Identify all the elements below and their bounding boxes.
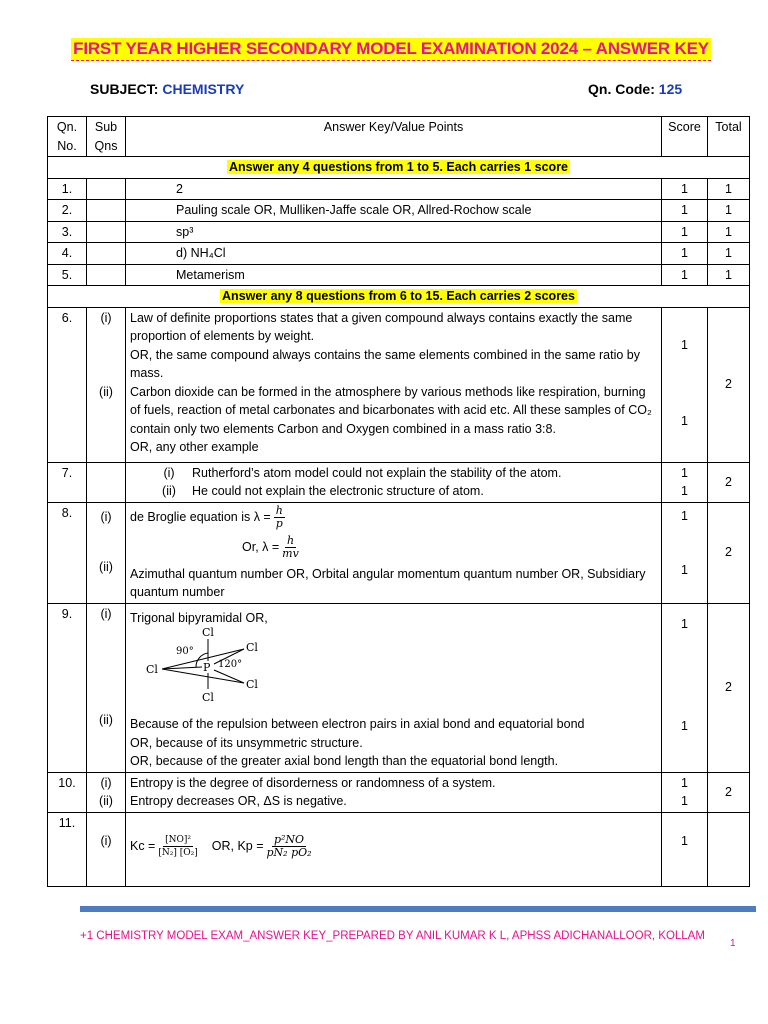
table-row-q7 bbox=[48, 462, 750, 502]
section-2-instruction: Answer any 8 questions from 6 to 15. Each carries 2 scores bbox=[222, 289, 575, 303]
score-cell: 1 bbox=[681, 794, 688, 808]
atom-p: P bbox=[203, 661, 211, 674]
atom-cl: Cl bbox=[202, 627, 214, 639]
score-cell: 1 bbox=[681, 616, 688, 631]
total-cell: 2 bbox=[708, 502, 750, 603]
atom-cl: Cl bbox=[246, 678, 258, 691]
sub-qn: (ii) bbox=[99, 712, 113, 727]
kc-label: Kc = bbox=[130, 838, 156, 853]
sub-qn: (i) bbox=[100, 833, 112, 848]
total-cell: 2 bbox=[708, 772, 750, 812]
sub-qn: (i) bbox=[100, 775, 112, 790]
answer-text: Pauling scale OR, Mulliken-Jaffe scale OR, Allred-Rochow scale bbox=[126, 200, 662, 222]
header-score: Score bbox=[662, 117, 708, 157]
subject-line bbox=[90, 81, 244, 97]
sub-qn: (ii) bbox=[99, 794, 113, 808]
page-number: 1 bbox=[730, 938, 736, 949]
total-cell: 1 bbox=[708, 264, 750, 286]
score-cell: 1 bbox=[662, 264, 708, 286]
answer-text: d) NH₄Cl bbox=[126, 243, 662, 265]
atom-cl: Cl bbox=[202, 691, 214, 703]
answer-text: OR, any other example bbox=[130, 440, 259, 454]
subject-label: SUBJECT: bbox=[90, 81, 159, 97]
score-cell: 1 bbox=[681, 484, 688, 498]
bond-equatorial-lower bbox=[214, 670, 244, 683]
total-cell: 2 bbox=[708, 603, 750, 772]
total-cell: 1 bbox=[708, 243, 750, 265]
answer-text: Because of the repulsion between electron pairs in axial bond and equatorial bond bbox=[130, 717, 585, 731]
table-row-q6 bbox=[48, 307, 750, 462]
header-total: Total bbox=[708, 117, 750, 157]
score-cell: 1 bbox=[681, 337, 688, 352]
sub-qn bbox=[87, 200, 126, 222]
score-cell: 1 bbox=[681, 833, 688, 848]
score-cell: 1 bbox=[662, 200, 708, 222]
sub-qn: (i) bbox=[100, 606, 112, 621]
code-value: 125 bbox=[658, 81, 683, 97]
answer-text: Entropy is the degree of disorderness or randomness of a system. bbox=[130, 775, 496, 790]
code-label: Qn. Code: bbox=[588, 81, 655, 97]
score-cell: 1 bbox=[681, 775, 688, 790]
answer-cell bbox=[126, 462, 662, 502]
table-row bbox=[48, 200, 750, 222]
sub-qn bbox=[87, 264, 126, 286]
answer-text: 2 bbox=[126, 178, 662, 200]
fraction: $\frac{h}{mv}$ bbox=[282, 534, 299, 560]
sub-qn: (i) bbox=[100, 310, 112, 325]
title-banner bbox=[50, 38, 732, 61]
table-header-row bbox=[48, 117, 750, 157]
qn-number: 6. bbox=[48, 307, 87, 462]
answer-text: Carbon dioxide can be formed in the atmosphere by various methods like respiration, burning of fuels, reaction of metal carbonates and bicarbonates with acid etc. All these samples of CO₂ contain only two elements Carbon and Oxygen combined in a mass ratio 3:8. bbox=[130, 384, 652, 436]
total-cell: 2 bbox=[708, 462, 750, 502]
header-qn-no: Qn. No. bbox=[48, 117, 87, 157]
answer-text: de Broglie equation is λ = bbox=[130, 509, 271, 524]
table-row bbox=[48, 178, 750, 200]
angle-label-equatorial: 120° bbox=[218, 659, 243, 670]
score-cell: 1 bbox=[681, 718, 688, 733]
atom-cl: Cl bbox=[246, 641, 258, 654]
section-row bbox=[48, 157, 750, 179]
header-sub-qns: Sub Qns bbox=[87, 117, 126, 157]
answer-text: Rutherford’s atom model could not explain the stability of the atom. bbox=[192, 465, 562, 480]
table-row bbox=[48, 221, 750, 243]
qn-number: 7. bbox=[48, 462, 87, 502]
answer-key-table bbox=[47, 116, 750, 887]
qn-number: 10. bbox=[48, 772, 87, 812]
atom-cl: Cl bbox=[146, 663, 158, 676]
fraction: $\frac{h}{p}$ bbox=[275, 503, 283, 530]
table-row-q10 bbox=[48, 772, 750, 812]
answer-text: OR, because of its unsymmetric structure. bbox=[130, 735, 363, 750]
table-row-q11 bbox=[48, 812, 750, 886]
qn-number: 1. bbox=[48, 178, 87, 200]
sub-label: (ii) bbox=[162, 484, 176, 498]
kp-label: OR, Kp = bbox=[211, 838, 264, 853]
answer-text: Entropy decreases OR, ΔS is negative. bbox=[130, 794, 347, 808]
section-row bbox=[48, 286, 750, 308]
header-answer-key: Answer Key/Value Points bbox=[126, 117, 662, 157]
total-cell: 1 bbox=[708, 200, 750, 222]
score-cell: 1 bbox=[662, 178, 708, 200]
sub-qn bbox=[87, 243, 126, 265]
pcl5-structure-diagram bbox=[138, 627, 268, 703]
total-cell bbox=[708, 812, 750, 886]
score-cell: 1 bbox=[662, 243, 708, 265]
kp-fraction: $\frac{\text{p²NO}}{\text{pN₂ pO₂}}$ bbox=[266, 832, 312, 859]
sub-qn bbox=[87, 178, 126, 200]
table-row bbox=[48, 264, 750, 286]
total-cell: 1 bbox=[708, 178, 750, 200]
page-title: FIRST YEAR HIGHER SECONDARY MODEL EXAMINATION 2024 – ANSWER KEY bbox=[71, 38, 711, 61]
qn-number: 5. bbox=[48, 264, 87, 286]
answer-text: Azimuthal quantum number OR, Orbital angular momentum quantum number OR, Subsidiary quantum number bbox=[130, 566, 646, 599]
sub-qn: (i) bbox=[100, 509, 112, 524]
qn-number: 11. bbox=[48, 812, 87, 886]
sub-qn: (ii) bbox=[99, 384, 113, 399]
kc-fraction: $\frac{\text{[NO]²}}{\text{[N₂] [O₂]}}$ bbox=[158, 834, 198, 858]
answer-cell bbox=[126, 502, 662, 603]
qn-number: 2. bbox=[48, 200, 87, 222]
footer-text: +1 CHEMISTRY MODEL EXAM_ANSWER KEY_PREPARED BY ANIL KUMAR K L, APHSS ADICHANALLOOR, KOLLAM bbox=[80, 930, 705, 942]
footer-divider bbox=[80, 906, 756, 912]
answer-text: sp³ bbox=[126, 221, 662, 243]
sub-label: (i) bbox=[163, 465, 175, 480]
qn-number: 9. bbox=[48, 603, 87, 772]
subject-value: CHEMISTRY bbox=[162, 81, 245, 97]
score-cell: 1 bbox=[681, 562, 688, 577]
score-cell: 1 bbox=[681, 508, 688, 523]
answer-cell bbox=[126, 812, 662, 886]
answer-text: Trigonal bipyramidal OR, bbox=[130, 610, 268, 625]
qn-number: 8. bbox=[48, 502, 87, 603]
score-cell: 1 bbox=[662, 221, 708, 243]
angle-label-axial: 90° bbox=[176, 646, 194, 657]
total-cell: 2 bbox=[708, 307, 750, 462]
table-row bbox=[48, 243, 750, 265]
answer-text: OR, the same compound always contains the same elements combined in the same ratio by mass. bbox=[130, 347, 640, 380]
answer-text: He could not explain the electronic structure of atom. bbox=[192, 484, 484, 498]
sub-qn: (ii) bbox=[99, 559, 113, 574]
answer-cell bbox=[126, 307, 662, 462]
answer-cell bbox=[126, 772, 662, 812]
sub-qn bbox=[87, 221, 126, 243]
score-cell: 1 bbox=[681, 413, 688, 428]
answer-text: OR, because of the greater axial bond length than the equatorial bond length. bbox=[130, 754, 559, 768]
qn-number: 3. bbox=[48, 221, 87, 243]
score-cell: 1 bbox=[681, 465, 688, 480]
qn-number: 4. bbox=[48, 243, 87, 265]
question-code bbox=[588, 81, 682, 97]
answer-text: Law of definite proportions states that a given compound always contains exactly the same proportion of elements by weight. bbox=[130, 310, 633, 343]
answer-cell bbox=[126, 603, 662, 772]
table-row-q9 bbox=[48, 603, 750, 772]
answer-text: Or, λ = bbox=[242, 540, 280, 555]
total-cell: 1 bbox=[708, 221, 750, 243]
answer-text: Metamerism bbox=[126, 264, 662, 286]
table-row-q8 bbox=[48, 502, 750, 603]
section-1-instruction: Answer any 4 questions from 1 to 5. Each carries 1 score bbox=[228, 160, 569, 174]
